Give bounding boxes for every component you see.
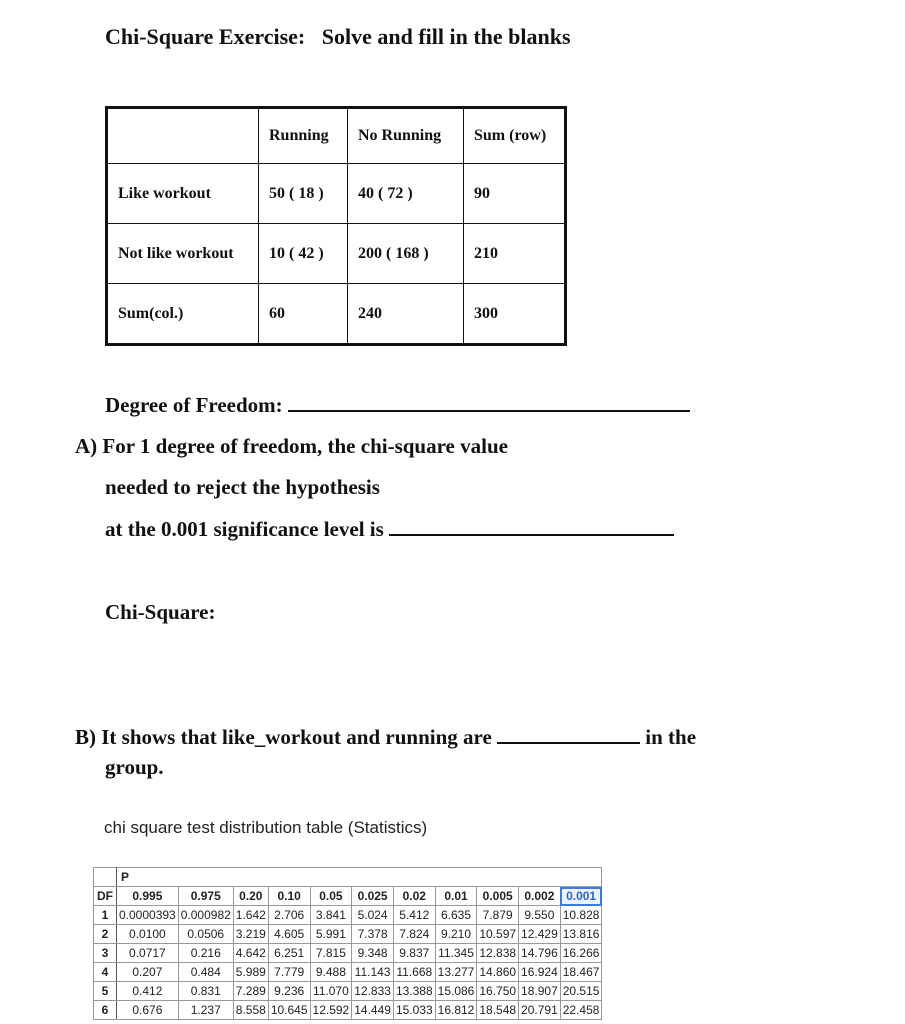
header-cell: Sum (row)	[464, 108, 566, 164]
distribution-caption: chi square test distribution table (Statistics)	[104, 818, 428, 837]
table-cell: 9.837	[393, 944, 435, 963]
table-cell: 0.831	[178, 982, 233, 1001]
table-cell: 240	[348, 284, 464, 345]
dof-answer-blank[interactable]	[288, 392, 690, 412]
table-cell: 40 ( 72 )	[348, 164, 464, 224]
table-cell: 5.412	[393, 906, 435, 925]
table-cell: 10.597	[477, 925, 519, 944]
table-row	[94, 1001, 602, 1020]
table-cell: 11.345	[435, 944, 477, 963]
p-header: 0.20	[233, 887, 268, 906]
table-cell: 11.143	[352, 963, 394, 982]
df-cell: 2	[94, 925, 117, 944]
table-row	[107, 284, 566, 345]
table-header-row	[107, 108, 566, 164]
p-row	[94, 868, 602, 887]
critical-value-blank[interactable]	[389, 516, 674, 536]
table-cell: 14.449	[352, 1001, 394, 1020]
table-cell: 18.467	[560, 963, 602, 982]
table-row	[94, 925, 602, 944]
table-row	[107, 224, 566, 284]
table-cell: 2.706	[268, 906, 310, 925]
table-cell: 0.000982	[178, 906, 233, 925]
chi-square-distribution-table	[93, 867, 602, 1020]
chi-square-label: Chi-Square:	[105, 600, 216, 624]
table-cell: 18.548	[477, 1001, 519, 1020]
p-header-selected[interactable]: 0.001	[560, 887, 602, 906]
table-cell: 50 ( 18 )	[259, 164, 348, 224]
p-header: 0.10	[268, 887, 310, 906]
table-cell: 8.558	[233, 1001, 268, 1020]
table-cell: 210	[464, 224, 566, 284]
table-cell: 15.033	[393, 1001, 435, 1020]
table-cell: 12.838	[477, 944, 519, 963]
page-title: Chi-Square Exercise: Solve and fill in the blanks	[105, 24, 571, 49]
table-cell: 11.668	[393, 963, 435, 982]
p-header: 0.002	[519, 887, 561, 906]
table-cell: 4.605	[268, 925, 310, 944]
table-cell: 15.086	[435, 982, 477, 1001]
table-cell: 0.0100	[117, 925, 179, 944]
table-row	[94, 963, 602, 982]
table-cell: 10.645	[268, 1001, 310, 1020]
table-cell: 60	[259, 284, 348, 345]
table-cell: 3.219	[233, 925, 268, 944]
header-cell: Running	[259, 108, 348, 164]
table-row	[94, 944, 602, 963]
table-cell: 18.907	[519, 982, 561, 1001]
question-a-line3	[105, 516, 674, 542]
p-header: 0.025	[352, 887, 394, 906]
table-cell: 12.429	[519, 925, 561, 944]
p-header: 0.995	[117, 887, 179, 906]
table-cell: 9.236	[268, 982, 310, 1001]
table-row	[94, 906, 602, 925]
table-row	[107, 164, 566, 224]
table-cell: 10 ( 42 )	[259, 224, 348, 284]
table-cell: 16.924	[519, 963, 561, 982]
dof-question	[105, 392, 690, 418]
table-cell: 4.642	[233, 944, 268, 963]
table-cell: 13.388	[393, 982, 435, 1001]
table-cell: 0.484	[178, 963, 233, 982]
table-cell: 12.833	[352, 982, 394, 1001]
table-cell: 13.816	[560, 925, 602, 944]
df-cell: 4	[94, 963, 117, 982]
p-label: P	[117, 868, 602, 887]
table-cell: 14.860	[477, 963, 519, 982]
table-cell: 1.642	[233, 906, 268, 925]
table-cell: 20.791	[519, 1001, 561, 1020]
table-cell: Sum(col.)	[107, 284, 259, 345]
table-cell: 6.635	[435, 906, 477, 925]
contingency-table	[105, 106, 567, 346]
table-cell: 16.750	[477, 982, 519, 1001]
table-cell: 22.458	[560, 1001, 602, 1020]
question-a-line1: A) For 1 degree of freedom, the chi-square value	[75, 434, 508, 458]
p-header: 0.05	[310, 887, 352, 906]
table-cell: 9.550	[519, 906, 561, 925]
table-cell: 1.237	[178, 1001, 233, 1020]
table-cell: 200 ( 168 )	[348, 224, 464, 284]
table-cell: 6.251	[268, 944, 310, 963]
df-cell: 6	[94, 1001, 117, 1020]
table-cell: 0.0506	[178, 925, 233, 944]
table-cell: 14.796	[519, 944, 561, 963]
table-cell: 0.216	[178, 944, 233, 963]
table-cell: 11.070	[310, 982, 352, 1001]
p-header: 0.975	[178, 887, 233, 906]
relationship-blank[interactable]	[497, 724, 640, 744]
question-b-after: in the	[645, 725, 697, 749]
table-cell: 7.815	[310, 944, 352, 963]
table-cell: Not like workout	[107, 224, 259, 284]
table-cell: 0.412	[117, 982, 179, 1001]
table-cell: 7.824	[393, 925, 435, 944]
table-cell: 13.277	[435, 963, 477, 982]
table-cell: 7.779	[268, 963, 310, 982]
table-cell: 7.289	[233, 982, 268, 1001]
df-label: DF	[94, 887, 117, 906]
distribution-body	[94, 906, 602, 1020]
table-cell: 0.676	[117, 1001, 179, 1020]
df-cell: 1	[94, 906, 117, 925]
question-a-line2: needed to reject the hypothesis	[105, 475, 380, 499]
table-cell: 90	[464, 164, 566, 224]
table-cell: 7.378	[352, 925, 394, 944]
p-header: 0.005	[477, 887, 519, 906]
question-b-line2: group.	[105, 755, 164, 779]
table-cell: 9.348	[352, 944, 394, 963]
table-cell: 5.024	[352, 906, 394, 925]
table-cell: Like workout	[107, 164, 259, 224]
table-cell: 16.266	[560, 944, 602, 963]
table-cell: 16.812	[435, 1001, 477, 1020]
question-b-text: B) It shows that like_workout and running are	[75, 725, 492, 749]
table-cell: 0.207	[117, 963, 179, 982]
table-cell: 5.989	[233, 963, 268, 982]
table-cell: 0.0000393	[117, 906, 179, 925]
table-cell: 0.0717	[117, 944, 179, 963]
table-cell: 5.991	[310, 925, 352, 944]
table-cell: 7.879	[477, 906, 519, 925]
p-header: 0.01	[435, 887, 477, 906]
table-cell: 20.515	[560, 982, 602, 1001]
table-row	[94, 982, 602, 1001]
probability-header-row	[94, 887, 602, 906]
df-cell: 5	[94, 982, 117, 1001]
header-cell	[107, 108, 259, 164]
dof-label: Degree of Freedom:	[105, 393, 283, 417]
table-cell: 300	[464, 284, 566, 345]
question-a-text: at the 0.001 significance level is	[105, 517, 384, 541]
p-header: 0.02	[393, 887, 435, 906]
df-cell: 3	[94, 944, 117, 963]
table-cell: 9.210	[435, 925, 477, 944]
table-cell: 9.488	[310, 963, 352, 982]
corner-cell	[94, 868, 117, 887]
table-cell: 10.828	[560, 906, 602, 925]
table-cell: 3.841	[310, 906, 352, 925]
header-cell: No Running	[348, 108, 464, 164]
question-b-line1	[75, 724, 696, 750]
table-cell: 12.592	[310, 1001, 352, 1020]
